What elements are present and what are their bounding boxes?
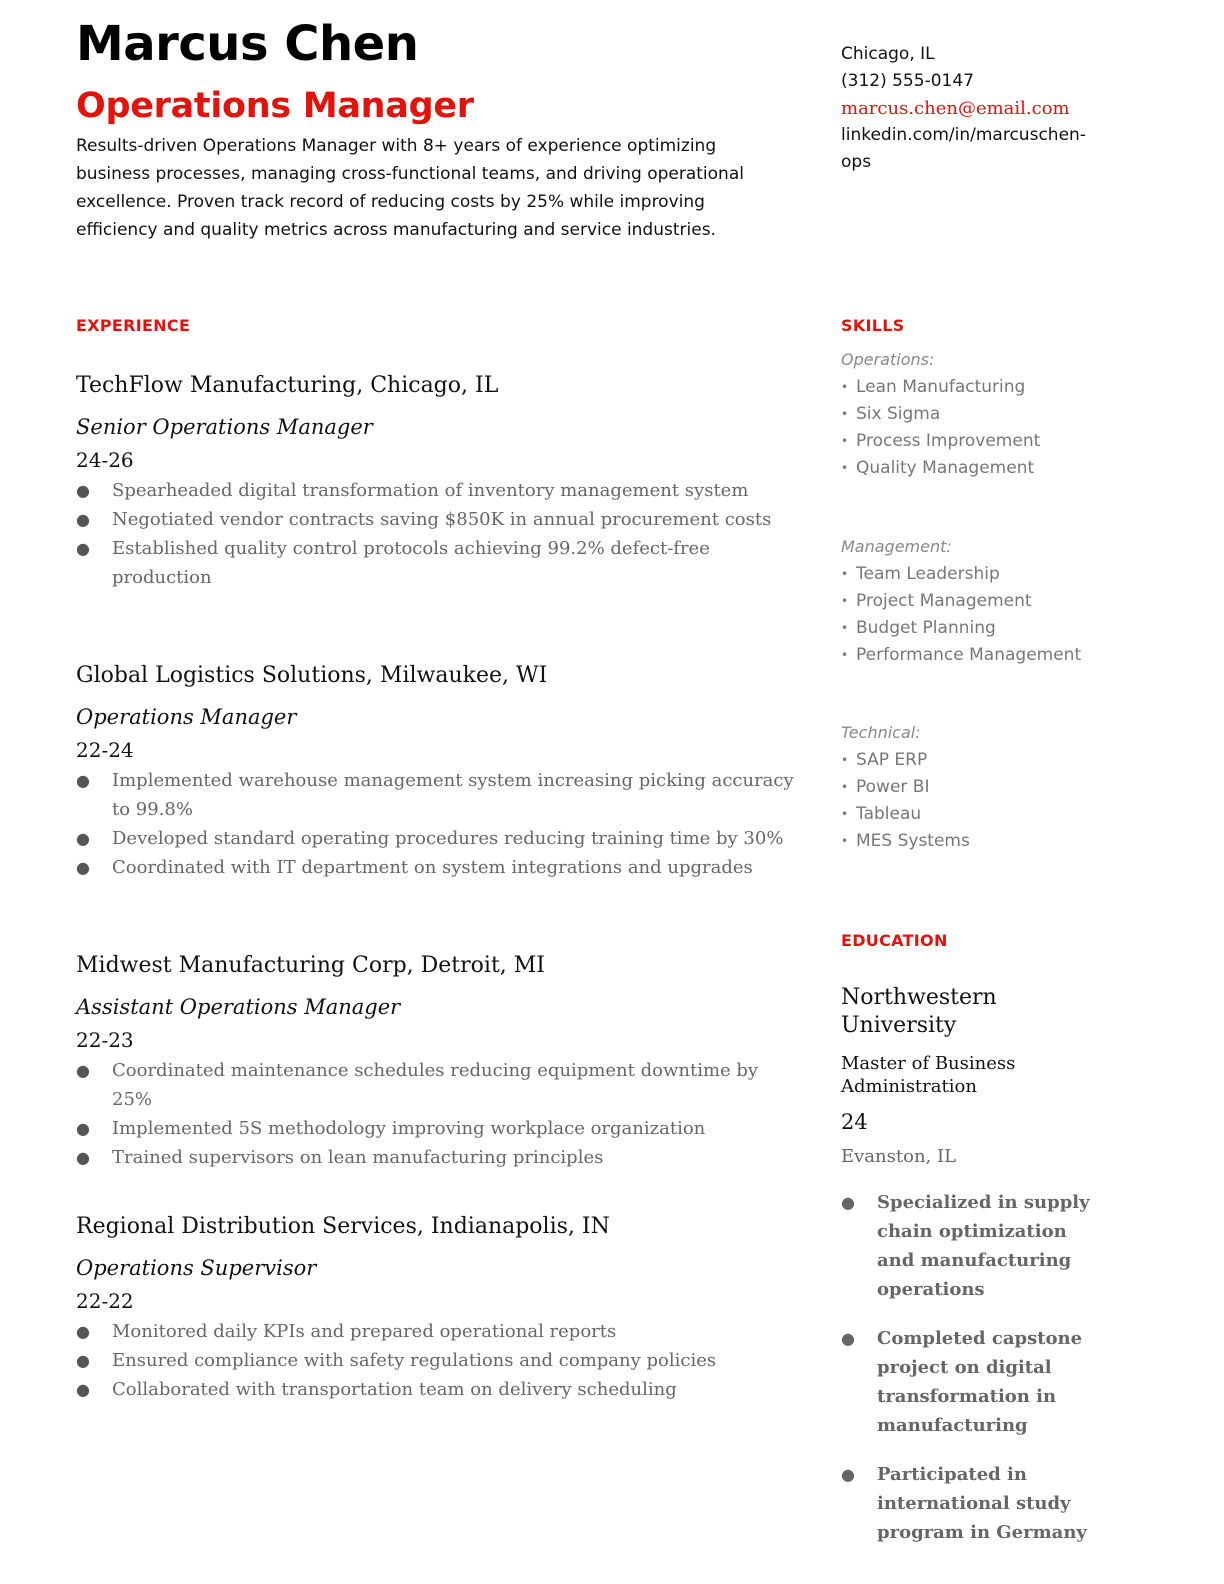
bullet-icon: •	[841, 407, 849, 421]
degree-name: Master of Business Administration	[841, 1053, 1016, 1097]
school-location: Evanston, IL	[841, 1146, 957, 1167]
achievement-item	[76, 476, 796, 505]
bullet-icon: ●	[841, 1465, 855, 1484]
skill-list	[841, 747, 1141, 855]
achievement-item	[76, 1114, 796, 1143]
achievement-text: Coordinated maintenance schedules reducing equipment downtime by 25%	[112, 1060, 759, 1110]
skill-text: SAP ERP	[856, 750, 928, 770]
bullet-icon: ●	[76, 858, 90, 877]
skill-item	[841, 588, 1141, 615]
skill-list	[841, 374, 1141, 482]
skill-category: Management:	[841, 537, 952, 556]
achievement-item	[76, 534, 796, 592]
position-title: Assistant Operations Manager	[76, 995, 401, 1019]
achievement-list	[76, 476, 796, 592]
skill-text: Tableau	[856, 804, 922, 824]
company-name: TechFlow Manufacturing, Chicago, IL	[76, 373, 499, 398]
bullet-icon: ●	[76, 539, 90, 558]
achievement-text: Implemented warehouse management system increasing picking accuracy to 99.8%	[112, 770, 794, 820]
achievement-list	[76, 1056, 796, 1172]
contact-linkedin-line-2[interactable]: ops	[841, 152, 872, 172]
skill-item	[841, 642, 1141, 669]
skill-item	[841, 747, 1141, 774]
achievement-item	[76, 766, 796, 824]
education-highlight-item	[841, 1188, 1101, 1304]
education-highlight-item	[841, 1324, 1101, 1440]
achievement-text: Trained supervisors on lean manufacturing principles	[112, 1147, 604, 1168]
achievement-item	[76, 1143, 796, 1172]
education-highlight-item	[841, 1460, 1101, 1547]
education-highlights	[841, 1188, 1101, 1547]
position-dates: 22-22	[76, 1289, 134, 1313]
highlight-text: Participated in international study program in Germany	[877, 1464, 1087, 1543]
skill-text: MES Systems	[856, 831, 970, 851]
bullet-icon: •	[841, 753, 849, 767]
skill-item	[841, 455, 1141, 482]
bullet-icon: ●	[76, 829, 90, 848]
contact-location: Chicago, IL	[841, 44, 935, 64]
company-name: Regional Distribution Services, Indianapolis, IN	[76, 1214, 610, 1239]
contact-email-link[interactable]: marcus.chen@email.com	[841, 98, 1070, 119]
experience-entry	[76, 1211, 796, 1404]
achievement-item	[76, 1346, 796, 1375]
achievement-text: Spearheaded digital transformation of inventory management system	[112, 480, 749, 501]
bullet-icon: •	[841, 834, 849, 848]
skill-item	[841, 401, 1141, 428]
skill-text: Six Sigma	[856, 404, 941, 424]
skill-text: Power BI	[856, 777, 930, 797]
highlight-text: Completed capstone project on digital transformation in manufacturing	[877, 1328, 1083, 1436]
skill-text: Project Management	[856, 591, 1032, 611]
skill-text: Process Improvement	[856, 431, 1041, 451]
position-title: Operations Supervisor	[76, 1256, 317, 1280]
bullet-icon: •	[841, 594, 849, 608]
education-entry	[841, 984, 1101, 1567]
bullet-icon: ●	[76, 1380, 90, 1399]
graduation-year: 24	[841, 1110, 868, 1134]
job-title-heading: Operations Manager	[76, 86, 474, 126]
bullet-icon: •	[841, 434, 849, 448]
skill-category: Operations:	[841, 350, 935, 369]
achievement-text: Ensured compliance with safety regulations and company policies	[112, 1350, 717, 1371]
company-name: Global Logistics Solutions, Milwaukee, WI	[76, 663, 548, 688]
achievement-list	[76, 1317, 796, 1404]
achievement-item	[76, 824, 796, 853]
achievement-list	[76, 766, 796, 882]
bullet-icon: •	[841, 621, 849, 635]
achievement-text: Collaborated with transportation team on delivery scheduling	[112, 1379, 677, 1400]
skill-group-management	[841, 535, 1141, 669]
experience-heading: EXPERIENCE	[76, 316, 191, 335]
achievement-item	[76, 1056, 796, 1114]
skill-text: Performance Management	[856, 645, 1082, 665]
skill-group-operations	[841, 348, 1141, 482]
skill-item	[841, 428, 1141, 455]
experience-entry	[76, 370, 796, 592]
skill-item	[841, 801, 1141, 828]
achievement-item	[76, 1375, 796, 1404]
bullet-icon: ●	[76, 1119, 90, 1138]
skill-group-technical	[841, 721, 1141, 855]
highlight-text: Specialized in supply chain optimization and manufacturing operations	[877, 1192, 1090, 1300]
bullet-icon: •	[841, 380, 849, 394]
skill-text: Team Leadership	[856, 564, 1000, 584]
experience-entry	[76, 660, 796, 882]
skill-item	[841, 774, 1141, 801]
skill-item	[841, 561, 1141, 588]
experience-entry	[76, 950, 796, 1172]
skill-text: Budget Planning	[856, 618, 996, 638]
achievement-text: Established quality control protocols achieving 99.2% defect-free production	[112, 538, 710, 588]
bullet-icon: ●	[841, 1329, 855, 1348]
skill-text: Quality Management	[856, 458, 1035, 478]
bullet-icon: •	[841, 461, 849, 475]
position-dates: 22-24	[76, 738, 134, 762]
company-name: Midwest Manufacturing Corp, Detroit, MI	[76, 953, 545, 978]
position-title: Operations Manager	[76, 705, 297, 729]
candidate-name: Marcus Chen	[76, 16, 419, 72]
bullet-icon: ●	[76, 510, 90, 529]
skill-item	[841, 374, 1141, 401]
achievement-text: Negotiated vendor contracts saving $850K in annual procurement costs	[112, 509, 772, 530]
skill-text: Lean Manufacturing	[856, 377, 1026, 397]
contact-block	[841, 41, 1101, 176]
position-title: Senior Operations Manager	[76, 415, 373, 439]
bullet-icon: •	[841, 807, 849, 821]
skill-item	[841, 828, 1141, 855]
position-dates: 24-26	[76, 448, 134, 472]
skills-heading: SKILLS	[841, 316, 905, 335]
education-heading: EDUCATION	[841, 931, 948, 950]
achievement-text: Monitored daily KPIs and prepared operational reports	[112, 1321, 617, 1342]
bullet-icon: ●	[76, 1351, 90, 1370]
achievement-text: Coordinated with IT department on system integrations and upgrades	[112, 857, 753, 878]
contact-linkedin-line-1[interactable]: linkedin.com/in/marcuschen-	[841, 125, 1086, 145]
skill-item	[841, 615, 1141, 642]
achievement-item	[76, 853, 796, 882]
bullet-icon: •	[841, 780, 849, 794]
achievement-item	[76, 1317, 796, 1346]
skill-list	[841, 561, 1141, 669]
bullet-icon: ●	[76, 1061, 90, 1080]
contact-phone: (312) 555-0147	[841, 71, 974, 91]
bullet-icon: ●	[841, 1193, 855, 1212]
achievement-item	[76, 505, 796, 534]
bullet-icon: ●	[76, 1322, 90, 1341]
bullet-icon: ●	[76, 771, 90, 790]
achievement-text: Developed standard operating procedures reducing training time by 30%	[112, 828, 784, 849]
bullet-icon: •	[841, 648, 849, 662]
school-name: Northwestern University	[841, 985, 997, 1038]
bullet-icon: ●	[76, 481, 90, 500]
bullet-icon: •	[841, 567, 849, 581]
bullet-icon: ●	[76, 1148, 90, 1167]
achievement-text: Implemented 5S methodology improving workplace organization	[112, 1118, 706, 1139]
position-dates: 22-23	[76, 1028, 134, 1052]
skill-category: Technical:	[841, 723, 921, 742]
summary-paragraph: Results-driven Operations Manager with 8+ years of experience optimizing business processes, managing cross-functional teams, and driving operational excellence. Proven track record of reducing costs by 25% while improving efficiency and quality metrics across manufacturing and service industries.	[76, 136, 744, 240]
